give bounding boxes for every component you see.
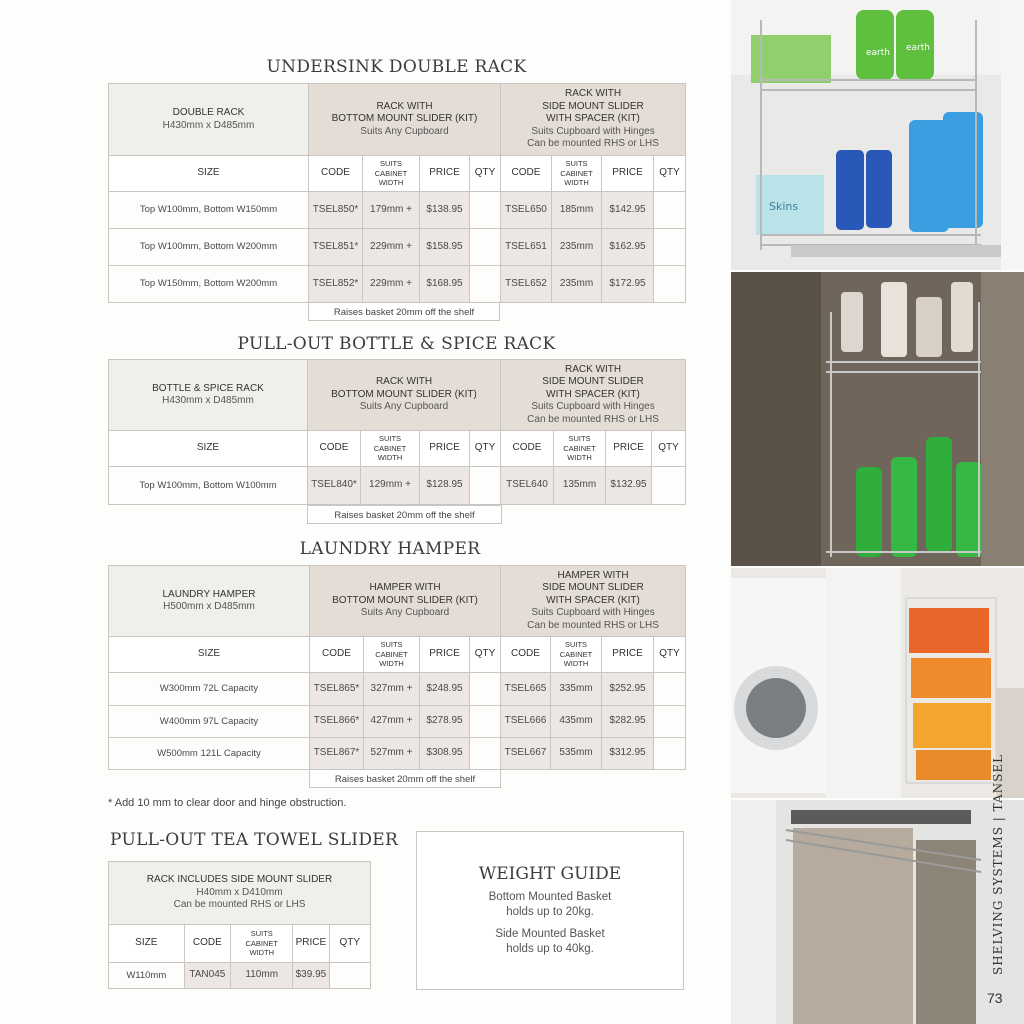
col-code: CODE xyxy=(309,156,363,192)
col-price: PRICE xyxy=(420,431,470,467)
col-code: CODE xyxy=(184,925,231,963)
width-cell: 527mm + xyxy=(364,738,420,770)
qty-cell[interactable] xyxy=(329,963,370,989)
col-qty: QTY xyxy=(652,431,686,467)
col-suits-width: SUITS CABINET WIDTH xyxy=(361,431,420,467)
price-cell: $172.95 xyxy=(602,266,654,303)
width-cell: 235mm xyxy=(552,266,602,303)
group-header-bottom-mount: RACK WITH BOTTOM MOUNT SLIDER (KIT) Suits Any Cupboard xyxy=(308,360,501,431)
price-cell: $168.95 xyxy=(420,266,470,303)
weight-bottom-line1: Bottom Mounted Basket xyxy=(488,891,612,903)
raises-basket-note: Raises basket 20mm off the shelf xyxy=(309,769,501,788)
col-qty: QTY xyxy=(654,637,686,673)
col-qty: QTY xyxy=(470,637,501,673)
code-cell: TSEL651 xyxy=(501,229,552,266)
size-cell: W300mm 72L Capacity xyxy=(109,673,310,706)
col-price: PRICE xyxy=(602,156,654,192)
tea-towel-photo xyxy=(731,800,1024,1024)
price-cell: $278.95 xyxy=(420,706,470,738)
group-header-side-mount: HAMPER WITH SIDE MOUNT SLIDER WITH SPACER (KIT) Suits Cupboard with Hinges Can be mounted RHS or LHS xyxy=(501,566,686,637)
size-cell: Top W150mm, Bottom W200mm xyxy=(109,266,309,303)
qty-cell[interactable] xyxy=(654,266,686,303)
raises-basket-note: Raises basket 20mm off the shelf xyxy=(307,505,502,524)
width-cell: 129mm + xyxy=(361,467,420,505)
width-cell: 435mm xyxy=(551,706,602,738)
qty-cell[interactable] xyxy=(470,229,501,266)
price-cell: $138.95 xyxy=(420,192,470,229)
code-cell: TSEL652 xyxy=(501,266,552,303)
product-intro: BOTTLE & SPICE RACK H430mm x D485mm xyxy=(109,360,308,431)
price-cell: $308.95 xyxy=(420,738,470,770)
towel-header: RACK INCLUDES SIDE MOUNT SLIDER H40mm x D410mm Can be mounted RHS or LHS xyxy=(109,862,371,925)
price-cell: $132.95 xyxy=(606,467,652,505)
width-cell: 327mm + xyxy=(364,673,420,706)
code-cell: TSEL667 xyxy=(501,738,551,770)
code-cell: TSEL851* xyxy=(309,229,363,266)
code-cell: TSEL650 xyxy=(501,192,552,229)
col-price: PRICE xyxy=(602,637,654,673)
code-cell: TSEL850* xyxy=(309,192,363,229)
table-row xyxy=(109,229,686,266)
qty-cell[interactable] xyxy=(470,673,501,706)
width-cell: 229mm + xyxy=(363,266,420,303)
table-row xyxy=(109,673,686,706)
table-row xyxy=(109,266,686,303)
col-code: CODE xyxy=(501,637,551,673)
price-cell: $282.95 xyxy=(602,706,654,738)
group-header-bottom-mount: RACK WITH BOTTOM MOUNT SLIDER (KIT) Suits Any Cupboard xyxy=(309,84,501,156)
price-cell: $312.95 xyxy=(602,738,654,770)
code-cell: TSEL866* xyxy=(310,706,364,738)
col-qty: QTY xyxy=(329,925,370,963)
size-cell: Top W100mm, Bottom W150mm xyxy=(109,192,309,229)
width-cell: 135mm xyxy=(554,467,606,505)
qty-cell[interactable] xyxy=(652,467,686,505)
col-size: SIZE xyxy=(109,925,185,963)
qty-cell[interactable] xyxy=(654,192,686,229)
group-header-bottom-mount: HAMPER WITH BOTTOM MOUNT SLIDER (KIT) Suits Any Cupboard xyxy=(310,566,501,637)
code-cell: TSEL867* xyxy=(310,738,364,770)
col-suits-width: SUITS CABINET WIDTH xyxy=(552,156,602,192)
col-suits-width: SUITS CABINET WIDTH xyxy=(231,925,293,963)
qty-cell[interactable] xyxy=(470,192,501,229)
bottle-rack-photo xyxy=(731,272,1024,566)
width-cell: 335mm xyxy=(551,673,602,706)
product-intro: LAUNDRY HAMPER H500mm x D485mm xyxy=(109,566,310,637)
size-cell: W400mm 97L Capacity xyxy=(109,706,310,738)
width-cell: 179mm + xyxy=(363,192,420,229)
undersink-table xyxy=(108,83,686,303)
col-size: SIZE xyxy=(109,431,308,467)
bottle-table xyxy=(108,359,686,505)
weight-guide-title: WEIGHT GUIDE xyxy=(478,864,622,884)
side-brand-text: SHELVING SYSTEMS | TANSEL xyxy=(991,753,1005,975)
qty-cell[interactable] xyxy=(470,266,501,303)
price-cell: $128.95 xyxy=(420,467,470,505)
code-cell: TSEL852* xyxy=(309,266,363,303)
code-cell: TSEL665 xyxy=(501,673,551,706)
col-suits-width: SUITS CABINET WIDTH xyxy=(364,637,420,673)
code-cell: TSEL666 xyxy=(501,706,551,738)
code-cell: TAN045 xyxy=(184,963,231,989)
group-header-side-mount: RACK WITH SIDE MOUNT SLIDER WITH SPACER (KIT) Suits Cupboard with Hinges Can be mounted RHS or LHS xyxy=(501,360,686,431)
code-cell: TSEL640 xyxy=(501,467,554,505)
laundry-hamper-photo xyxy=(731,568,1024,798)
col-code: CODE xyxy=(501,156,552,192)
weight-guide-box xyxy=(416,831,684,990)
col-price: PRICE xyxy=(293,925,329,963)
raises-basket-note: Raises basket 20mm off the shelf xyxy=(308,302,500,321)
undersink-rack-photo xyxy=(731,0,1024,270)
col-code: CODE xyxy=(310,637,364,673)
col-code: CODE xyxy=(501,431,554,467)
side-brand-label xyxy=(982,750,1012,980)
section-title-undersink: UNDERSINK DOUBLE RACK xyxy=(266,57,527,77)
page-number: 73 xyxy=(987,990,1003,1006)
col-price: PRICE xyxy=(420,156,470,192)
col-suits-width: SUITS CABINET WIDTH xyxy=(363,156,420,192)
col-suits-width: SUITS CABINET WIDTH xyxy=(554,431,606,467)
qty-cell[interactable] xyxy=(470,706,501,738)
table-row xyxy=(109,963,371,989)
price-cell: $162.95 xyxy=(602,229,654,266)
towel-table xyxy=(108,861,371,989)
size-cell: W500mm 121L Capacity xyxy=(109,738,310,770)
qty-cell[interactable] xyxy=(654,706,686,738)
width-cell: 185mm xyxy=(552,192,602,229)
qty-cell[interactable] xyxy=(470,738,501,770)
laundry-table xyxy=(108,565,686,770)
section-title-bottle: PULL-OUT BOTTLE & SPICE RACK xyxy=(237,334,556,354)
skins-label: Skins xyxy=(769,200,799,213)
col-code: CODE xyxy=(308,431,361,467)
width-cell: 235mm xyxy=(552,229,602,266)
col-size: SIZE xyxy=(109,156,309,192)
col-price: PRICE xyxy=(606,431,652,467)
weight-side-line2: holds up to 40kg. xyxy=(506,943,594,955)
col-qty: QTY xyxy=(470,431,501,467)
size-cell: W110mm xyxy=(109,963,185,989)
price-cell: $248.95 xyxy=(420,673,470,706)
earth-label: earth xyxy=(866,48,890,58)
code-cell: TSEL840* xyxy=(308,467,361,505)
table-row xyxy=(109,706,686,738)
col-size: SIZE xyxy=(109,637,310,673)
section-title-towel: PULL-OUT TEA TOWEL SLIDER xyxy=(110,830,399,850)
col-qty: QTY xyxy=(654,156,686,192)
weight-side-line1: Side Mounted Basket xyxy=(495,928,605,940)
width-cell: 535mm xyxy=(551,738,602,770)
footnote: * Add 10 mm to clear door and hinge obstruction. xyxy=(108,797,347,809)
product-intro: DOUBLE RACK H430mm x D485mm xyxy=(109,84,309,156)
width-cell: 427mm + xyxy=(364,706,420,738)
col-price: PRICE xyxy=(420,637,470,673)
width-cell: 110mm xyxy=(231,963,293,989)
weight-bottom-line2: holds up to 20kg. xyxy=(506,906,594,918)
col-qty: QTY xyxy=(470,156,501,192)
group-header-side-mount: RACK WITH SIDE MOUNT SLIDER WITH SPACER (KIT) Suits Cupboard with Hinges Can be mounted RHS or LHS xyxy=(501,84,686,156)
qty-cell[interactable] xyxy=(654,738,686,770)
code-cell: TSEL865* xyxy=(310,673,364,706)
price-cell: $39.95 xyxy=(293,963,329,989)
price-cell: $252.95 xyxy=(602,673,654,706)
table-row xyxy=(109,467,686,505)
width-cell: 229mm + xyxy=(363,229,420,266)
table-row xyxy=(109,738,686,770)
size-cell: Top W100mm, Bottom W200mm xyxy=(109,229,309,266)
qty-cell[interactable] xyxy=(654,673,686,706)
qty-cell[interactable] xyxy=(654,229,686,266)
size-cell: Top W100mm, Bottom W100mm xyxy=(109,467,308,505)
price-cell: $158.95 xyxy=(420,229,470,266)
price-cell: $142.95 xyxy=(602,192,654,229)
earth-label: earth xyxy=(906,43,930,53)
col-suits-width: SUITS CABINET WIDTH xyxy=(551,637,602,673)
table-row xyxy=(109,192,686,229)
section-title-laundry: LAUNDRY HAMPER xyxy=(299,539,481,559)
qty-cell[interactable] xyxy=(470,467,501,505)
